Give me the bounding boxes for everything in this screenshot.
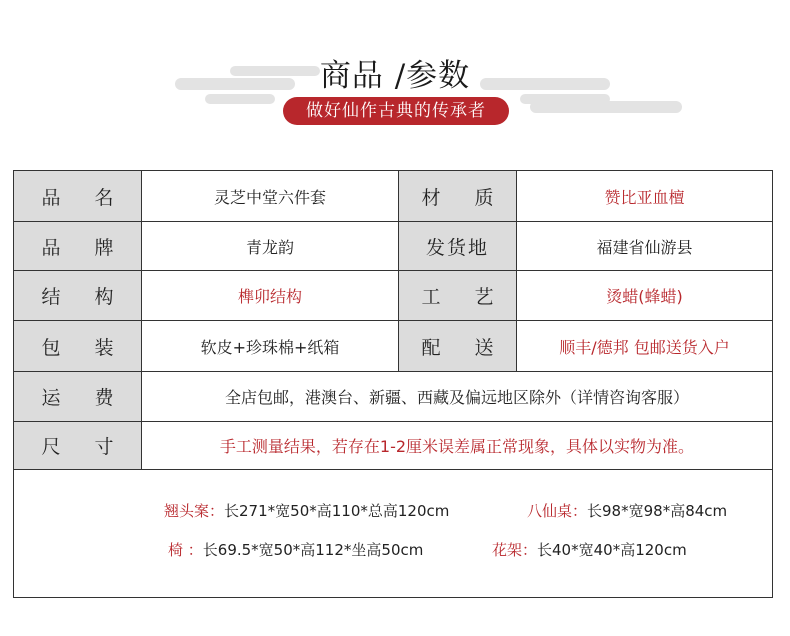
label-origin: 发货地 [398, 222, 516, 270]
spec-table [13, 170, 773, 598]
value-delivery: 顺丰/德邦 包邮送货入户 [516, 321, 772, 371]
cloud-decoration-right-3 [530, 101, 682, 113]
label-size: 尺 寸 [14, 422, 141, 469]
value-brand: 青龙韵 [141, 222, 398, 270]
dimension-name: 花架： [492, 541, 538, 559]
dimension-item [527, 500, 727, 521]
value-craft: 烫蜡(蜂蜡) [516, 271, 772, 320]
value-shipping: 全店包邮，港澳台、新疆、西藏及偏远地区除外（详情咨询客服） [141, 372, 772, 421]
table-row [14, 271, 772, 321]
label-material: 材 质 [398, 171, 516, 221]
dimension-value: 长40*宽40*高120cm [537, 541, 687, 559]
dimension-value: 长271*宽50*高110*总高120cm [224, 502, 450, 520]
value-size-note: 手工测量结果，若存在1-2厘米误差属正常现象，具体以实物为准。 [141, 422, 772, 469]
dimension-name: 八仙桌： [527, 502, 588, 520]
tagline-badge: 做好仙作古典的传承者 [283, 97, 509, 125]
dimension-item [492, 539, 687, 560]
dimension-item [164, 500, 449, 521]
dimension-value: 长69.5*宽50*高112*坐高50cm [202, 541, 424, 559]
label-brand: 品 牌 [14, 222, 141, 270]
dimension-name: 椅 ： [168, 541, 203, 559]
value-material: 赞比亚血檀 [516, 171, 772, 221]
label-shipping: 运 费 [14, 372, 141, 421]
label-delivery: 配 送 [398, 321, 516, 371]
cloud-decoration-left-3 [205, 94, 275, 104]
table-row [14, 222, 772, 271]
section-title: 商品 /参数 [319, 58, 471, 94]
label-name: 品 名 [14, 171, 141, 221]
label-structure: 结 构 [14, 271, 141, 320]
table-row [14, 321, 772, 372]
value-name: 灵芝中堂六件套 [141, 171, 398, 221]
value-packaging: 软皮+珍珠棉+纸箱 [141, 321, 398, 371]
table-row [14, 372, 772, 422]
value-origin: 福建省仙游县 [516, 222, 772, 270]
dimension-name: 翘头案： [164, 502, 225, 520]
table-row [14, 422, 772, 470]
dimensions-panel [14, 470, 772, 597]
dimension-value: 长98*宽98*高84cm [587, 502, 728, 520]
label-packaging: 包 装 [14, 321, 141, 371]
value-structure: 榫卯结构 [141, 271, 398, 320]
dimension-item [168, 539, 423, 560]
label-craft: 工 艺 [398, 271, 516, 320]
table-row [14, 171, 772, 222]
